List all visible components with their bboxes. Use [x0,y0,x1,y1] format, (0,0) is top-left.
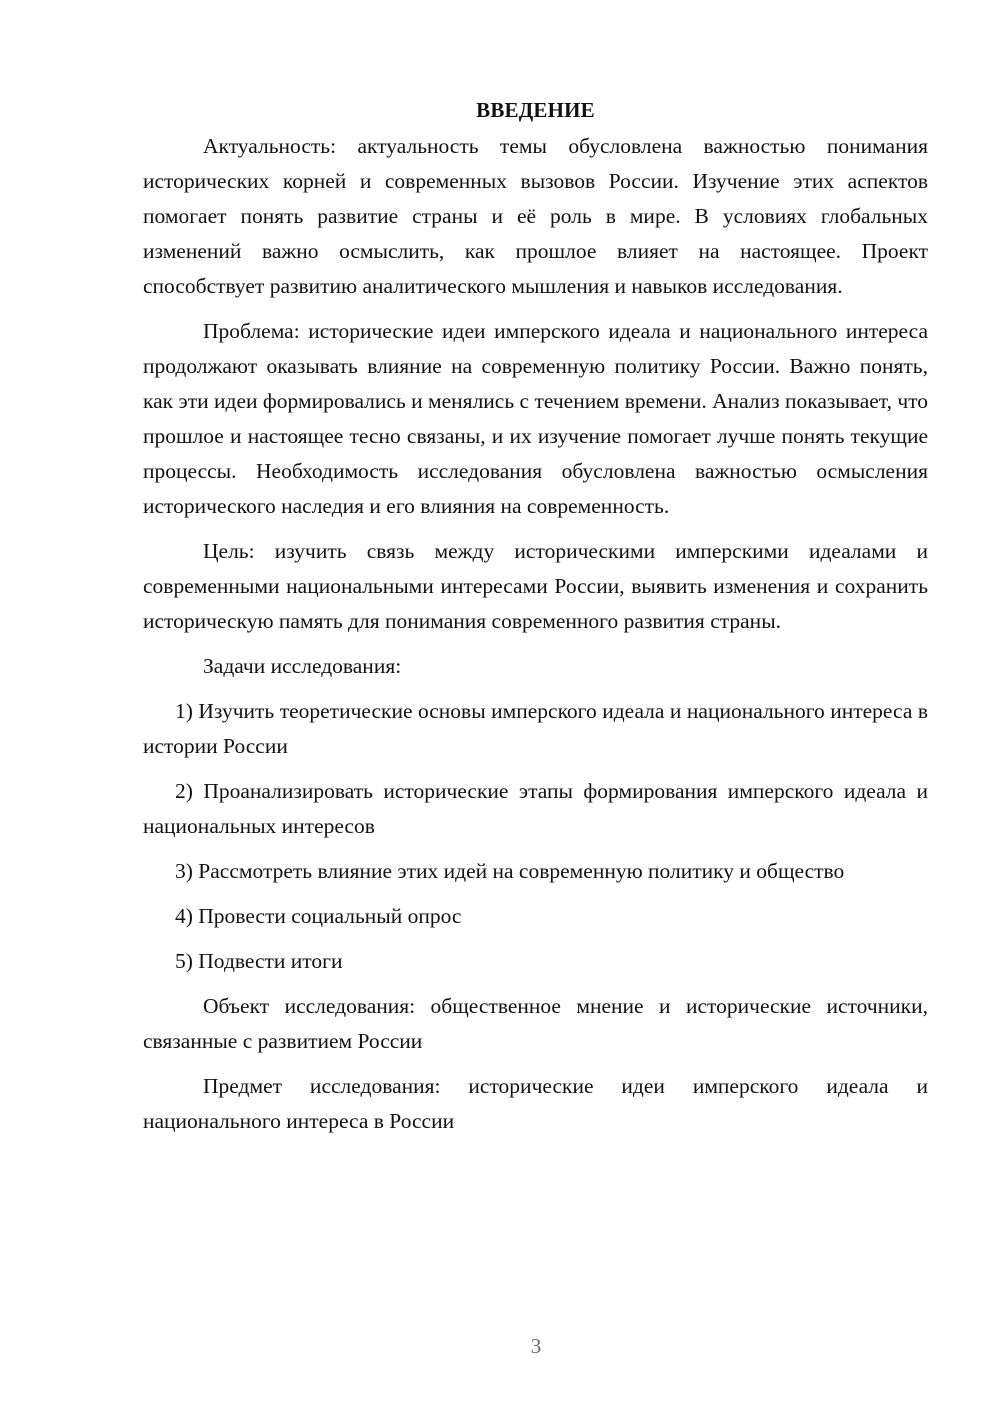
paragraph-subject: Предмет исследования: исторические идеи имперского идеала и национального интереса в России [143,1074,928,1133]
paragraph-problem: Проблема: исторические идеи имперского идеала и национального интереса продолжают оказывать влияние на современную политику России. Важно понять, как эти идеи формировались и менялись с течением времени. Анализ показывает, что прошлое и настоящее тесно связаны, и их изучение помогает лучше понять текущие процессы. Необходимость исследования обусловлена важностью осмысления исторического наследия и его влияния на современность. [143,319,928,518]
paragraph-goal: Цель: изучить связь между историческими имперскими идеалами и современными национальными интересами России, выявить изменения и сохранить историческую память для понимания современного развития страны. [143,539,928,633]
paragraph-object: Объект исследования: общественное мнение и исторические источники, связанные с развитием России [143,994,928,1053]
section-title: ВВЕДЕНИЕ [476,98,595,122]
task-item: 1) Изучить теоретические основы имперского идеала и национального интереса в истории России [143,699,928,758]
paragraph-relevance: Актуальность: актуальность темы обусловлена важностью понимания исторических корней и современных вызовов России. Изучение этих аспектов помогает понять развитие страны и её роль в мире. В условиях глобальных изменений важно осмыслить, как прошлое влияет на настоящее. Проект способствует развитию аналитического мышления и навыков исследования. [143,134,928,298]
paragraph-tasks-heading: Задачи исследования: [203,654,402,678]
document-page [143,95,928,1139]
task-item: 5) Подвести итоги [175,949,343,973]
task-item: 2) Проанализировать исторические этапы формирования имперского идеала и национальных интересов [143,779,928,838]
task-item: 4) Провести социальный опрос [175,904,462,928]
page-number: 3 [530,1334,542,1358]
task-item: 3) Рассмотреть влияние этих идей на современную политику и общество [175,859,845,883]
